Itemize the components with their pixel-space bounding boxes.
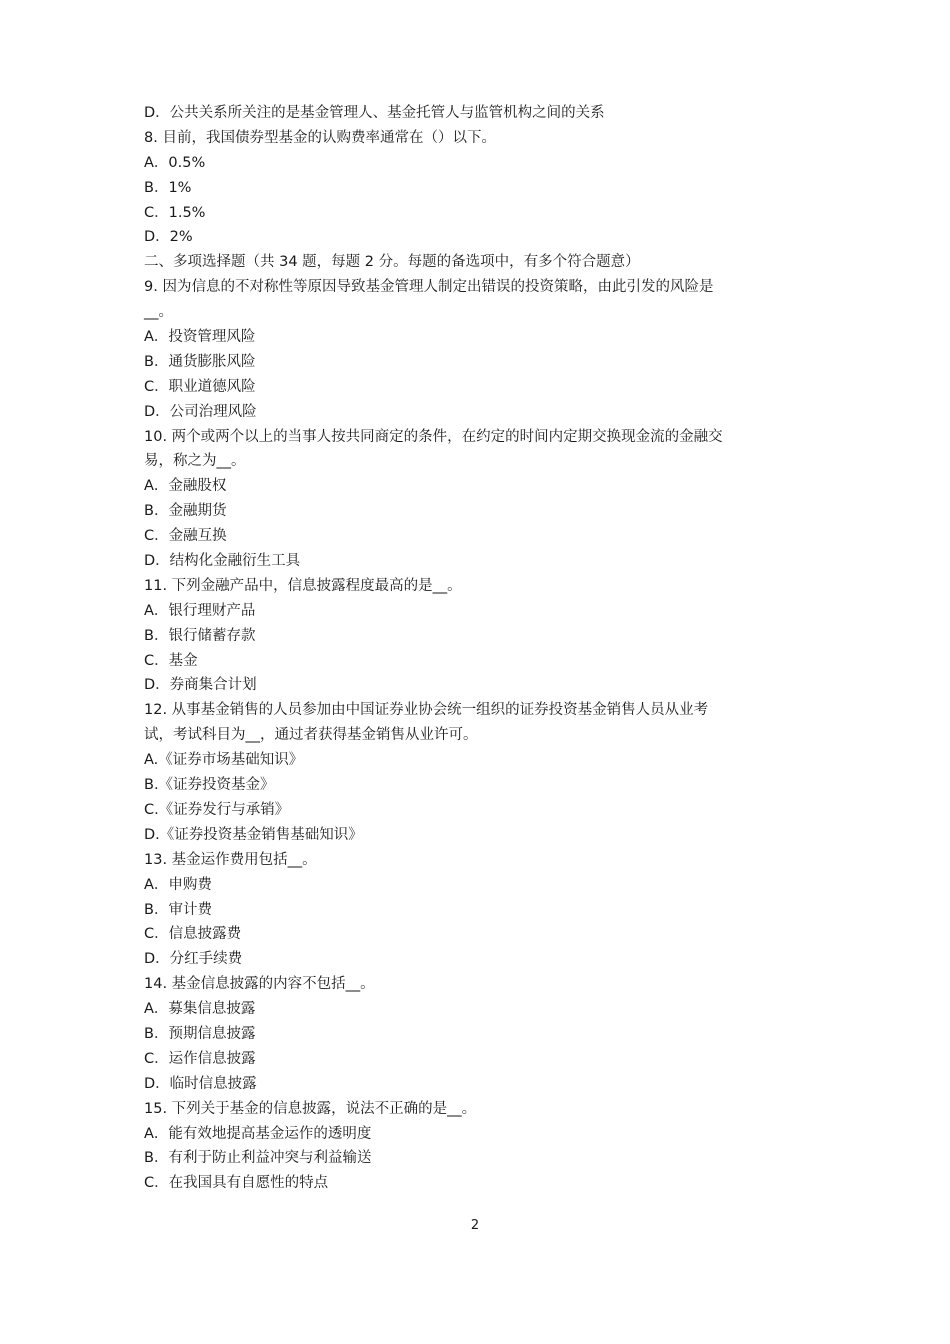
text-line: D．公司治理风险 (144, 403, 257, 420)
text-line: __。 (144, 304, 173, 321)
text-line: B．预期信息披露 (144, 1025, 256, 1042)
text-line: 12. 从事基金销售的人员参加由中国证券业协会统一组织的证券投资基金销售人员从业考 (144, 702, 709, 719)
text-line: A．投资管理风险 (144, 329, 256, 346)
text-line: D．券商集合计划 (144, 677, 257, 694)
text-line: A．能有效地提高基金运作的透明度 (144, 1125, 372, 1142)
text-line: 14. 基金信息披露的内容不包括__。 (144, 976, 375, 993)
text-line: C．在我国具有自愿性的特点 (144, 1175, 329, 1192)
text-line: C．运作信息披露 (144, 1050, 256, 1067)
text-line: D．结构化金融衍生工具 (144, 553, 301, 570)
text-line: A．金融股权 (144, 478, 227, 495)
text-line: A．申购费 (144, 876, 212, 893)
text-line: B．金融期货 (144, 503, 227, 520)
text-line: A．0.5% (144, 154, 206, 171)
text-line: 8. 目前，我国债券型基金的认购费率通常在（）以下。 (144, 129, 496, 146)
text-line: D．公共关系所关注的是基金管理人、基金托管人与监管机构之间的关系 (144, 105, 605, 121)
text-line: 易，称之为__。 (144, 453, 246, 470)
text-line: B．1% (144, 179, 192, 196)
text-line: B．通货膨胀风险 (144, 353, 256, 370)
text-line: C．基金 (144, 652, 198, 669)
text-line: B．有利于防止利益冲突与利益输送 (144, 1150, 372, 1167)
text-line: C．1.5% (144, 204, 206, 221)
text-line: C.《证券发行与承销》 (144, 801, 290, 818)
text-line: D．2% (144, 229, 193, 246)
text-line: A．银行理财产品 (144, 602, 256, 619)
question-list (144, 101, 814, 1196)
text-line: 11. 下列金融产品中，信息披露程度最高的是__。 (144, 577, 462, 594)
text-line: B．银行储蓄存款 (144, 627, 256, 644)
text-line: 试，考试科目为__，通过者获得基金销售从业许可。 (144, 727, 478, 744)
text-line: B.《证券投资基金》 (144, 777, 275, 794)
text-line: 10. 两个或两个以上的当事人按共同商定的条件，在约定的时间内定期交换现金流的金融交 (144, 428, 723, 445)
text-line: 二、多项选择题（共 34 题，每题 2 分。每题的备选项中，有多个符合题意） (144, 254, 640, 271)
page-number: 2 (470, 1218, 480, 1233)
text-line: C．金融互换 (144, 528, 227, 545)
text-line: 13. 基金运作费用包括__。 (144, 851, 317, 868)
text-line: D．分红手续费 (144, 951, 243, 968)
text-line: A．募集信息披露 (144, 1001, 256, 1018)
text-line: 15. 下列关于基金的信息披露，说法不正确的是__。 (144, 1100, 477, 1117)
text-line: C．职业道德风险 (144, 378, 256, 395)
text-line: 9. 因为信息的不对称性等原因导致基金管理人制定出错误的投资策略，由此引发的风险是 (144, 279, 714, 296)
text-line: B．审计费 (144, 901, 212, 918)
text-line: D．临时信息披露 (144, 1075, 257, 1092)
text-line: A.《证券市场基础知识》 (144, 752, 304, 769)
text-line: C．信息披露费 (144, 926, 242, 943)
text-line: D.《证券投资基金销售基础知识》 (144, 826, 363, 843)
